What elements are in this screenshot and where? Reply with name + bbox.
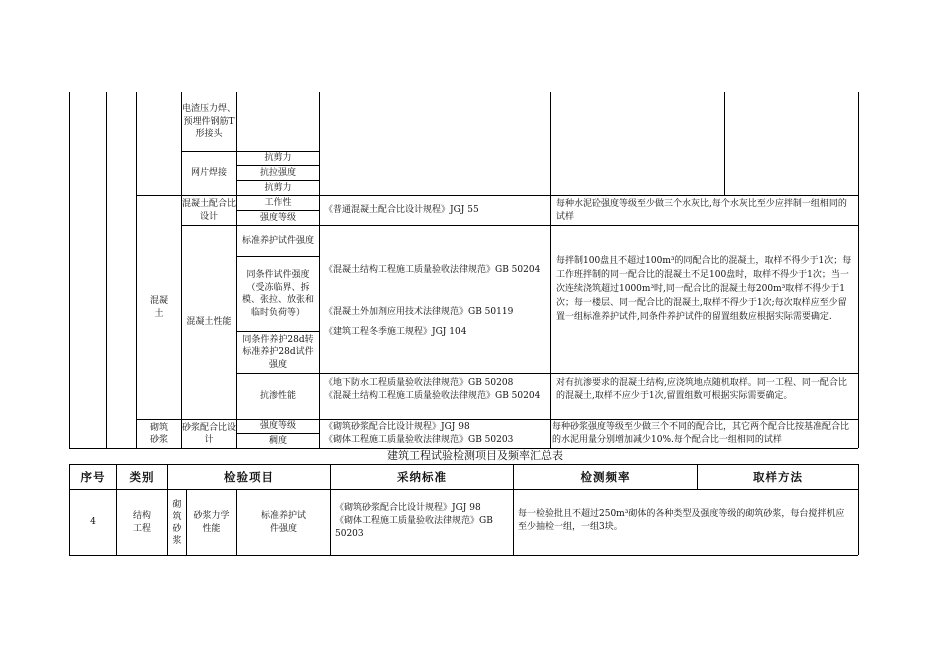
mortar-mix-label: 砂浆配合比设计 [182, 422, 237, 445]
table-title: 建筑工程试验检测项目及频率汇总表 [387, 449, 563, 462]
mix-design-label: 混凝土配合比设计 [182, 199, 237, 222]
mesh-tensile-label: 抗拉强度 [259, 167, 296, 178]
header-category: 类别 [129, 469, 155, 484]
mesh-weld-label: 网片焊接 [190, 168, 227, 179]
mesh-shear-label: 抗剪力 [264, 152, 292, 163]
concrete-label: 混凝土 [149, 296, 168, 319]
mix-frequency: 每种水泥砼强度等级至少做三个水灰比,每个水灰比至少应拌制一组相同的试样 [556, 199, 847, 222]
impermeability-standard-2: 《混凝土结构工程施工质量验收法律规范》GB 50204 [324, 391, 541, 401]
mortar-standard-1: 《砌筑砂浆配合比设计规程》JGJ 98 [324, 422, 470, 432]
row-frequency: 每一检验批且不超过250m³砌体的各种类型及强度等级的砌筑砂浆，每台搅拌机应至少抽检一组，一组3块。 [518, 509, 845, 532]
same-cure-label: 同条件试件强度（受冻临界、拆模、张拉、放张和临时负荷等） [241, 270, 314, 318]
mix-grade-label: 强度等级 [259, 212, 296, 223]
header-standard: 采纳标准 [397, 469, 447, 484]
mix-workability-label: 工作性 [264, 197, 292, 208]
impermeability-standard-1: 《地下防水工程质量验收法律规范》GB 50208 [324, 378, 514, 388]
row-mech: 砂浆力学性能 [193, 511, 230, 534]
row-category: 结构工程 [132, 511, 151, 534]
mortar-frequency: 每种砂浆强度等级至少做三个不同的配合比，其它两个配合比按基准配合比的水泥用量分别增加减少10%.每个配合比一组相同的试样 [552, 422, 850, 445]
row-sub: 砌筑砂浆 [172, 499, 182, 546]
mortar-grade-label: 强度等级 [259, 421, 296, 432]
mortar-consistency-label: 稠度 [268, 435, 287, 446]
impermeability-label: 抗渗性能 [259, 391, 296, 402]
row-standard-2: 《砌体工程施工质量验收法律规范》GB 50203 [335, 516, 493, 539]
masonry-mortar-label: 砌筑砂浆 [149, 422, 168, 445]
header-item: 检验项目 [224, 469, 274, 484]
performance-standard-1: 《混凝土结构工程施工质量验收法律规范》GB 50204 [324, 265, 541, 275]
mix-standard: 《普通混凝土配合比设计规程》JGJ 55 [324, 205, 479, 216]
impermeability-frequency: 对有抗渗要求的混凝土结构,应浇筑地点随机取样。同一工程、同一配合比的混凝土,取样不应少于1次,留置组数可根据实际需要确定。 [556, 378, 847, 401]
header-frequency: 检测频率 [580, 469, 631, 484]
row-test: 标准养护试件强度 [260, 511, 306, 534]
concrete-performance-label: 混凝土性能 [186, 317, 232, 328]
header-sampling: 取样方法 [753, 469, 803, 484]
performance-standard-3: 《建筑工程冬季施工规程》JGJ 104 [324, 327, 467, 337]
same-cure-28d-label: 同条件养护28d转标准养护28d试件强度 [242, 334, 314, 370]
mortar-standard-2: 《砌体工程施工质量验收法律规范》GB 50203 [324, 435, 514, 445]
performance-standard-2: 《混凝土外加剂应用技术法律规范》GB 50119 [324, 307, 514, 317]
mesh-shear2-label: 抗剪力 [264, 182, 292, 193]
row-standard-1: 《砌筑砂浆配合比设计规程》JGJ 98 [335, 503, 481, 513]
header-no: 序号 [80, 469, 106, 484]
row-no: 4 [90, 517, 96, 528]
standard-cure-label: 标准养护试件强度 [241, 235, 314, 246]
weld-electroslag-label: 电渣压力焊、预埋件钢筋T形接头 [182, 104, 237, 140]
performance-frequency: 每拌制100盘且不超过100m³的同配合比的混凝土，取样不得少于1次；每工作班拌制的同一配合比的混凝土不足100盘时，取样不得少于1次；当一次连续浇筑超过1000m³时,同一配合比的混凝土每200m³取样不得少于1次；每一楼层、同一配合比的混凝土,取样不得少于1次;每次取样应至少留置一组标准养护试件,同条件养护试件的留置组数应根据实际需要确定. [556, 256, 852, 322]
